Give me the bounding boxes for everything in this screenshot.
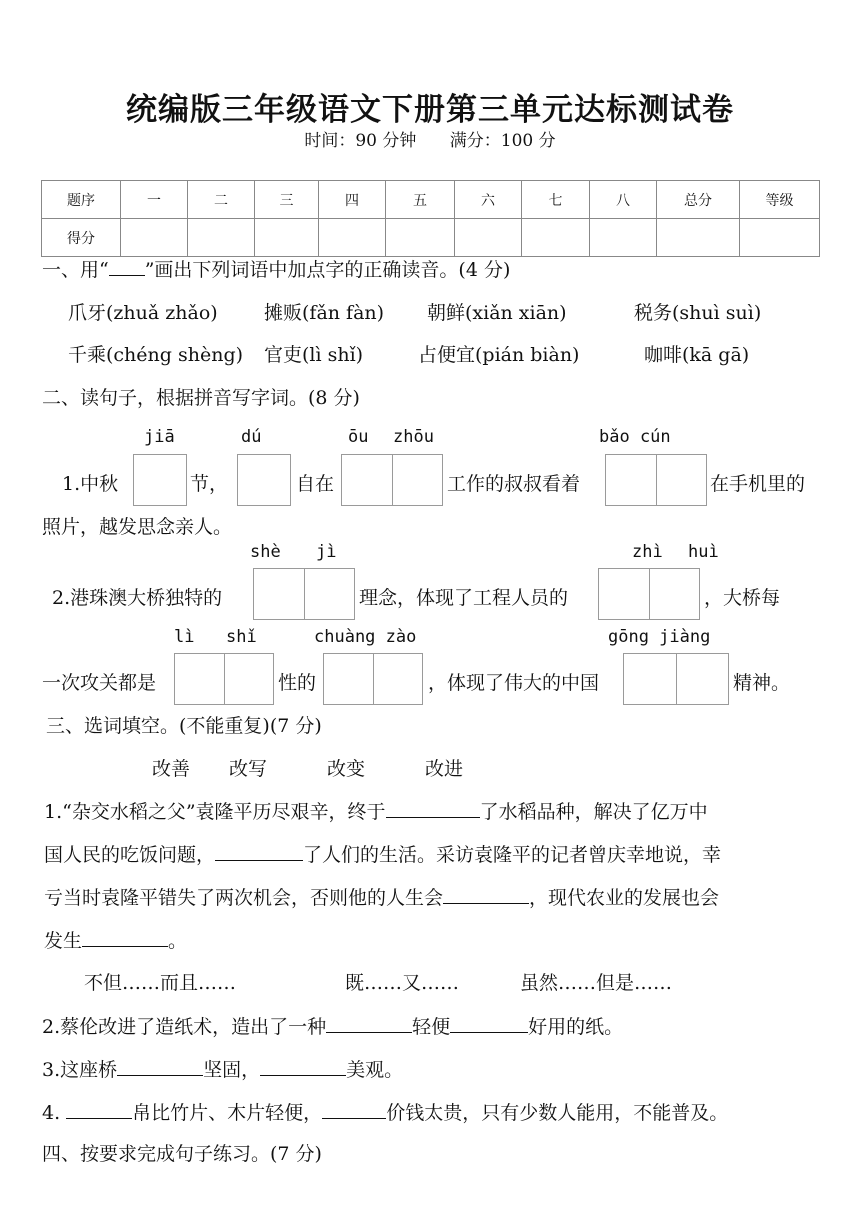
list-item: 爪牙(zhuǎ zhǎo)	[68, 302, 218, 324]
question-text: 2.蔡伦改进了造纸术，造出了一种 轻便 好用的纸。	[42, 1016, 624, 1038]
pinyin-label: lì	[174, 627, 195, 647]
question-text: 照片，越发思念亲人。	[42, 516, 233, 538]
word-choice: 不但……而且……	[84, 972, 237, 994]
table-header-cell: 总分	[657, 181, 740, 219]
pinyin-label: zhì	[632, 542, 663, 562]
question-text: 亏当时袁隆平错失了两次机会，否则他的人生会 ，现代农业的发展也会	[44, 887, 720, 909]
answer-blank[interactable]	[322, 1100, 386, 1119]
question-text: 一次攻关都是	[42, 672, 157, 694]
pinyin-label: shǐ	[226, 627, 257, 647]
table-header-cell: 一	[121, 181, 188, 219]
pinyin-label: dú	[241, 427, 262, 447]
answer-box[interactable]	[133, 454, 187, 506]
answer-box-double[interactable]	[623, 653, 729, 705]
score-cell[interactable]	[657, 219, 740, 257]
question-text: 在手机里的	[710, 473, 806, 495]
answer-blank[interactable]	[117, 1057, 203, 1076]
pinyin-label: gōng jiàng	[608, 627, 711, 647]
question-text: ，大桥每	[704, 587, 781, 609]
table-header-cell: 等级	[740, 181, 820, 219]
section4-heading: 四、按要求完成句子练习。(7 分)	[42, 1143, 322, 1165]
answer-blank[interactable]	[66, 1100, 132, 1119]
exam-time: 时间：90 分钟	[304, 131, 417, 151]
answer-box[interactable]	[237, 454, 291, 506]
answer-box-double[interactable]	[605, 454, 707, 506]
question-text: 工作的叔叔看着	[447, 473, 581, 495]
table-header-cell: 七	[522, 181, 590, 219]
question-text: 3.这座桥 坚固， 美观。	[42, 1059, 404, 1081]
section3-heading: 三、选词填空。(不能重复)(7 分)	[46, 715, 322, 737]
pinyin-label: zhōu	[393, 427, 434, 447]
answer-blank[interactable]	[450, 1014, 528, 1033]
table-header-cell: 八	[590, 181, 657, 219]
pinyin-label: bǎo cún	[599, 427, 671, 447]
list-item: 官吏(lì shǐ)	[264, 344, 364, 366]
table-header-cell: 四	[319, 181, 386, 219]
table-header-cell: 三	[255, 181, 319, 219]
question-text: 国人民的吃饭问题， 了人们的生活。采访袁隆平的记者曾庆幸地说，幸	[44, 844, 722, 866]
score-cell[interactable]	[740, 219, 820, 257]
exam-info	[0, 126, 860, 151]
score-cell[interactable]	[590, 219, 657, 257]
list-item: 占便宜(pián biàn)	[418, 344, 580, 366]
score-cell[interactable]	[188, 219, 255, 257]
question-text: 性的	[278, 672, 317, 694]
question-text: 2.港珠澳大桥独特的	[52, 587, 223, 609]
pinyin-label: chuàng zào	[314, 627, 417, 647]
section1-heading: 一、用“ ”画出下列词语中加点字的正确读音。(4 分)	[42, 259, 511, 281]
list-item: 千乘(chéng shèng)	[68, 344, 244, 366]
answer-blank[interactable]	[260, 1057, 346, 1076]
answer-blank[interactable]	[386, 799, 480, 818]
answer-box-double[interactable]	[341, 454, 443, 506]
question-text: 自在	[296, 473, 335, 495]
question-text: ，体现了伟大的中国	[428, 672, 600, 694]
score-cell[interactable]	[255, 219, 319, 257]
pinyin-label: huì	[688, 542, 719, 562]
question-text: 理念，体现了工程人员的	[359, 587, 569, 609]
question-text: 节，	[190, 473, 229, 495]
score-cell[interactable]	[319, 219, 386, 257]
exam-full-score: 满分：100 分	[449, 131, 556, 151]
pinyin-label: jiā	[144, 427, 175, 447]
pinyin-label: ōu	[348, 427, 369, 447]
word-choice: 改进	[425, 758, 464, 780]
page-title: 统编版三年级语文下册第三单元达标测试卷	[126, 92, 734, 128]
list-item: 税务(shuì suì)	[634, 302, 762, 324]
table-row-label: 得分	[42, 219, 121, 257]
table-row	[42, 219, 820, 257]
question-text: 1.中秋	[62, 473, 119, 495]
underline-sample	[109, 257, 145, 276]
word-choice: 改变	[327, 758, 366, 780]
table-header-cell: 二	[188, 181, 255, 219]
answer-blank[interactable]	[443, 885, 529, 904]
section2-heading: 二、读句子，根据拼音写字词。(8 分)	[42, 387, 360, 409]
score-cell[interactable]	[121, 219, 188, 257]
answer-box-double[interactable]	[323, 653, 423, 705]
table-row	[42, 181, 820, 219]
question-text: 4. 帛比竹片、木片轻便， 价钱太贵，只有少数人能用，不能普及。	[42, 1102, 729, 1124]
answer-box-double[interactable]	[598, 568, 700, 620]
score-table	[41, 180, 820, 257]
pinyin-label: shè	[250, 542, 281, 562]
word-choice: 改善	[152, 758, 191, 780]
question-text: 1.“杂交水稻之父”袁隆平历尽艰辛，终于 了水稻品种，解决了亿万中	[44, 801, 708, 823]
answer-box-double[interactable]	[174, 653, 274, 705]
answer-blank[interactable]	[82, 928, 168, 947]
answer-blank[interactable]	[326, 1014, 412, 1033]
answer-box-double[interactable]	[253, 568, 355, 620]
score-cell[interactable]	[455, 219, 522, 257]
question-text: 精神。	[733, 672, 791, 694]
word-choice: 改写	[229, 758, 268, 780]
word-choice: 虽然……但是……	[520, 972, 673, 994]
score-cell[interactable]	[386, 219, 455, 257]
word-choice: 既……又……	[345, 972, 460, 994]
question-text: 发生 。	[44, 930, 188, 952]
list-item: 摊贩(fǎn fàn)	[264, 302, 385, 324]
answer-blank[interactable]	[215, 842, 303, 861]
table-header-cell: 题序	[42, 181, 121, 219]
list-item: 咖啡(kā gā)	[644, 344, 750, 366]
list-item: 朝鲜(xiǎn xiān)	[427, 302, 567, 324]
score-cell[interactable]	[522, 219, 590, 257]
pinyin-label: jì	[316, 542, 337, 562]
table-header-cell: 五	[386, 181, 455, 219]
table-header-cell: 六	[455, 181, 522, 219]
